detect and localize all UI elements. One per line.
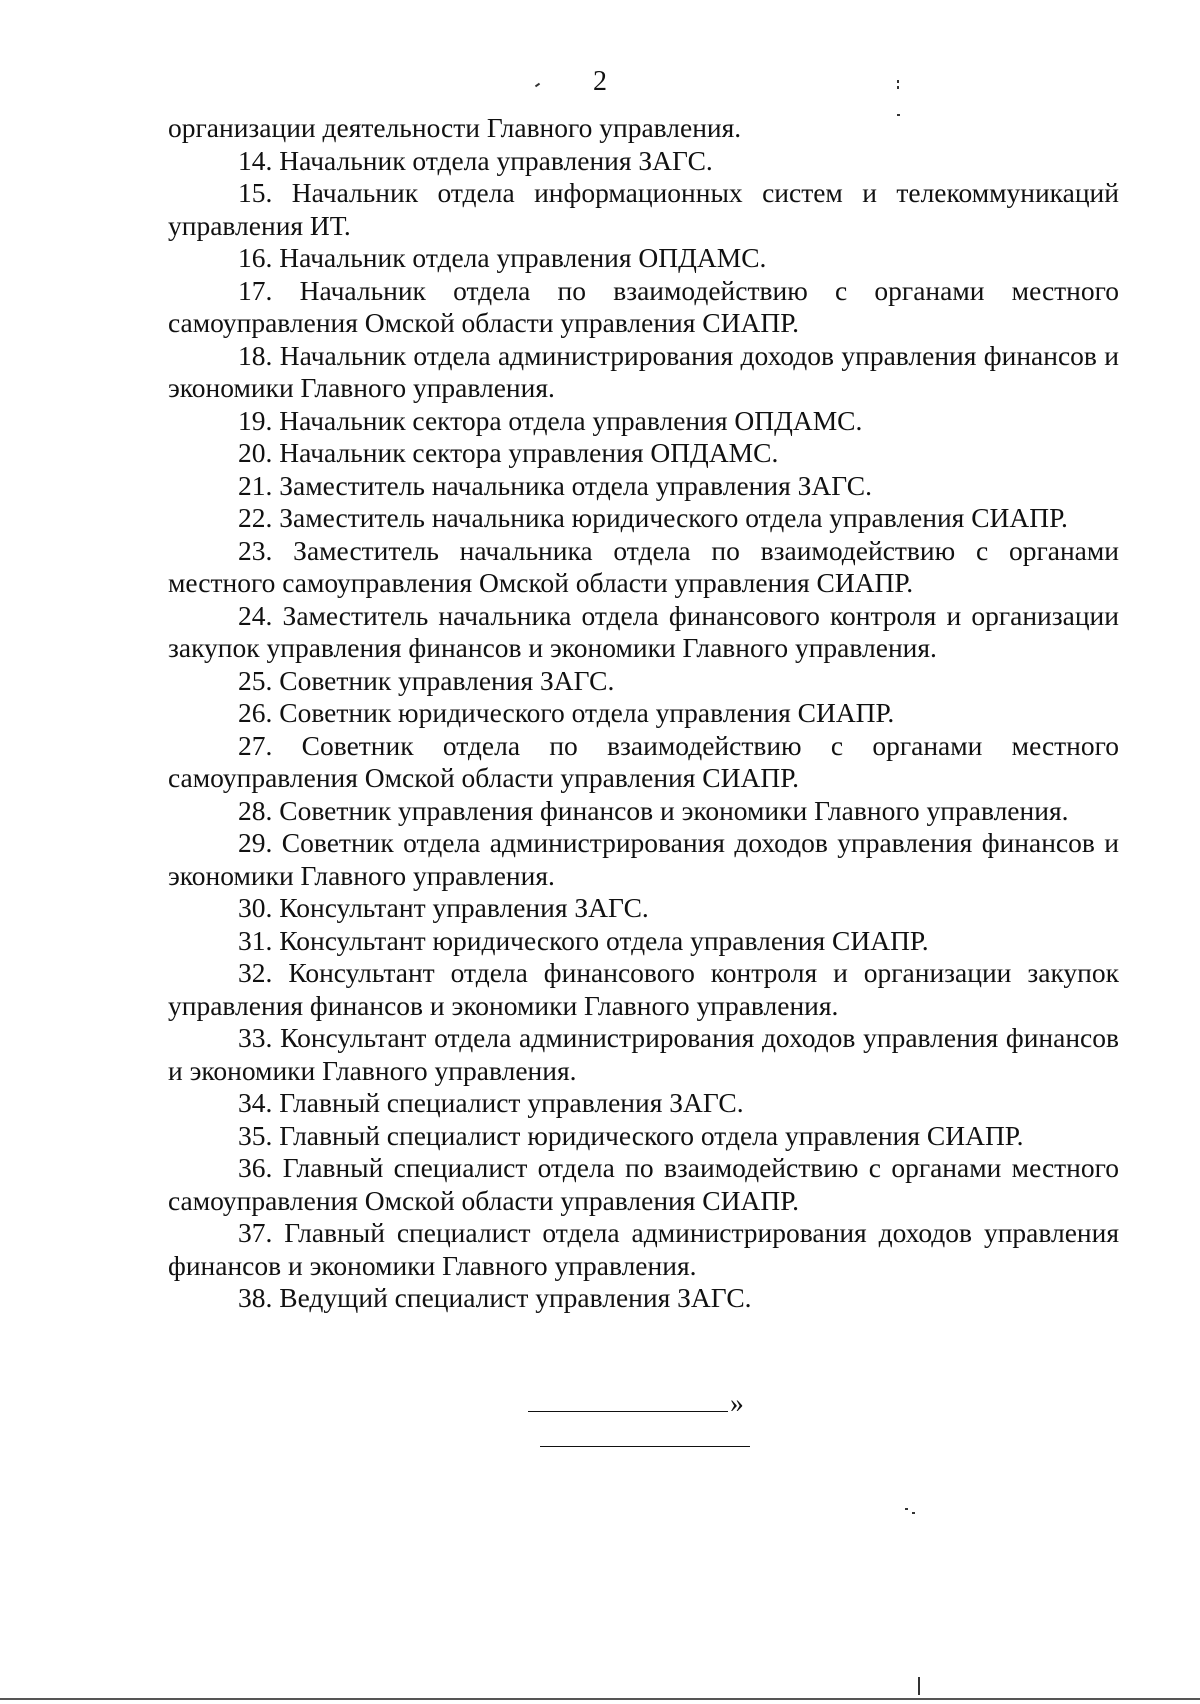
list-item: 36. Главный специалист отдела по взаимодействию с органами местного самоуправления Омской области управления СИАПР.	[168, 1152, 1119, 1216]
document-body	[168, 112, 1119, 1315]
list-item: 25. Советник управления ЗАГС.	[238, 664, 615, 696]
list-item: 32. Консультант отдела финансового контроля и организации закупок управления финансов и экономики Главного управления.	[168, 957, 1119, 1021]
scan-artifact	[918, 1677, 920, 1695]
list-item: 23. Заместитель начальника отдела по взаимодействию с органами местного самоуправления Омской области управления СИАПР.	[168, 534, 1119, 598]
closing-mark	[528, 1388, 744, 1418]
list-item: 24. Заместитель начальника отдела финансового контроля и организации закупок управления финансов и экономики Главного управления.	[168, 599, 1119, 663]
list-item: 17. Начальник отдела по взаимодействию с органами местного самоуправления Омской области управления СИАПР.	[168, 274, 1119, 338]
list-item: 33. Консультант отдела администрирования доходов управления финансов и экономики Главного управления.	[168, 1022, 1119, 1086]
list-item: 15. Начальник отдела информационных систем и телекоммуникаций управления ИТ.	[168, 177, 1119, 241]
list-item: 31. Консультант юридического отдела управления СИАПР.	[238, 924, 929, 956]
list-item: 34. Главный специалист управления ЗАГС.	[238, 1087, 744, 1118]
list-item: 20. Начальник сектора управления ОПДАМС.	[238, 437, 779, 468]
scan-artifact	[897, 86, 899, 89]
list-item: 14. Начальник отдела управления ЗАГС.	[238, 144, 713, 176]
page-edge	[0, 1698, 1200, 1700]
list-item: 30. Консультант управления ЗАГС.	[238, 892, 649, 923]
list-item: 29. Советник отдела администрирования доходов управления финансов и экономики Главного управления.	[168, 827, 1119, 891]
separator-line	[540, 1446, 750, 1447]
scan-artifact	[912, 1512, 915, 1514]
list-item: 28. Советник управления финансов и экономики Главного управления.	[238, 794, 1069, 826]
list-item: 38. Ведущий специалист управления ЗАГС.	[238, 1282, 752, 1313]
list-item: 37. Главный специалист отдела администрирования доходов управления финансов и экономики Главного управления.	[168, 1217, 1119, 1281]
page-number: 2	[593, 66, 607, 97]
list-item: 16. Начальник отдела управления ОПДАМС.	[238, 242, 767, 273]
list-item: 18. Начальник отдела администрирования доходов управления финансов и экономики Главного управления.	[168, 339, 1119, 403]
list-item: 19. Начальник сектора отдела управления ОПДАМС.	[238, 404, 863, 436]
list-item: 26. Советник юридического отдела управления СИАПР.	[238, 697, 895, 728]
paragraph: организации деятельности Главного управления.	[168, 112, 742, 143]
scan-artifact	[905, 1508, 908, 1510]
list-item: 22. Заместитель начальника юридического отдела управления СИАПР.	[238, 502, 1068, 533]
signature-line	[528, 1389, 728, 1412]
scan-artifact	[897, 80, 899, 83]
list-item: 35. Главный специалист юридического отдела управления СИАПР.	[238, 1119, 1024, 1151]
list-item: 27. Советник отдела по взаимодействию с органами местного самоуправления Омской области управления СИАПР.	[168, 729, 1119, 793]
list-item: 21. Заместитель начальника отдела управления ЗАГС.	[238, 469, 873, 501]
closing-quote: »	[730, 1387, 744, 1418]
